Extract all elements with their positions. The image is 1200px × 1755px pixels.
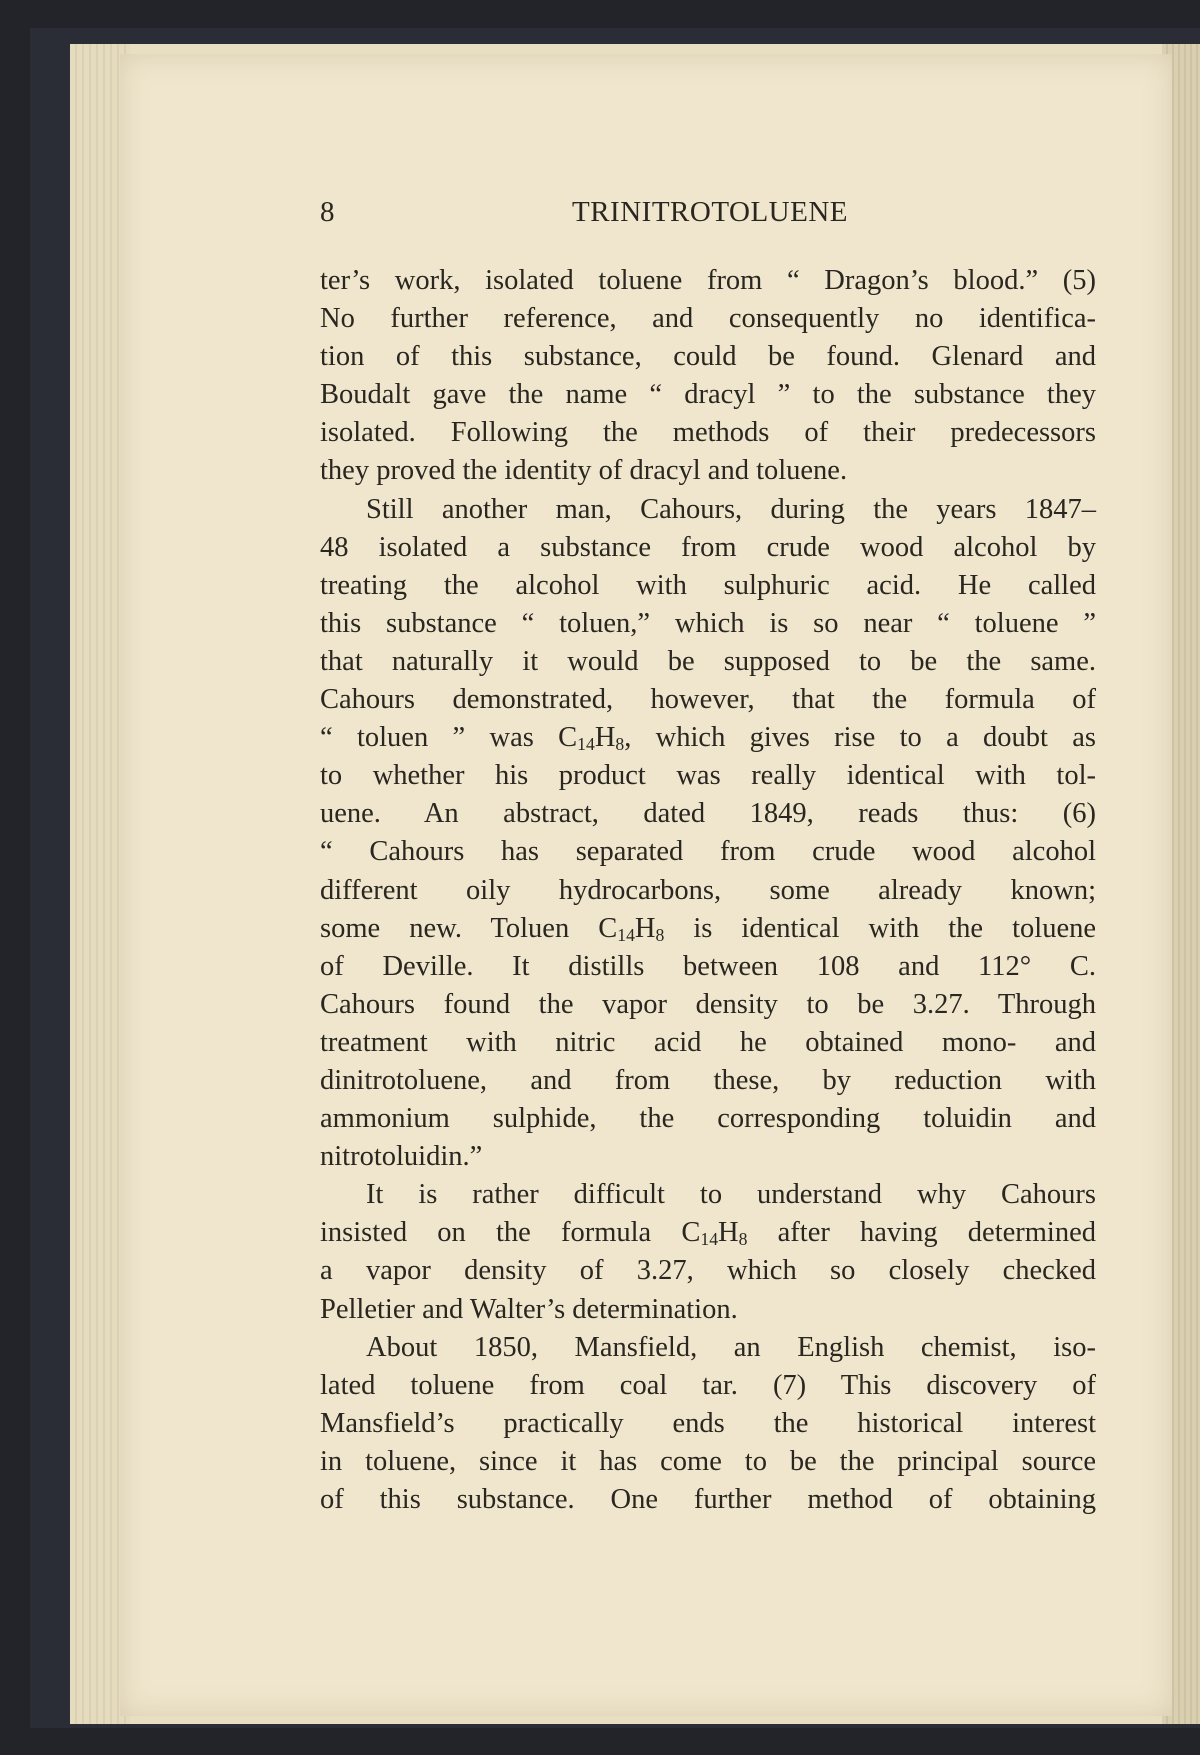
- page-number: 8: [320, 196, 335, 228]
- text-line: 48 isolated a substance from crude wood alcohol by: [320, 531, 1096, 563]
- text-line: lated toluene from coal tar. (7) This discovery of: [320, 1369, 1096, 1401]
- text-segment: , which gives rise to a doubt as: [624, 722, 1097, 754]
- text-segment: is identical with the toluene: [693, 912, 1096, 944]
- text-line: [320, 1214, 1096, 1252]
- paragraph: [320, 1329, 1096, 1519]
- text-line: No further reference, and consequently no identifica-: [320, 303, 1096, 335]
- text-line: ammonium sulphide, the corresponding toluidin and: [320, 1103, 1096, 1135]
- paragraph: [320, 262, 1096, 491]
- text-line: of Deville. It distills between 108 and 112° C.: [320, 950, 1096, 982]
- paragraph: [320, 491, 1096, 1177]
- text-segment: insisted on the formula: [320, 1217, 652, 1249]
- text-line: [320, 719, 1096, 757]
- text-line: of this substance. One further method of obtaining: [320, 1484, 1096, 1515]
- text-line: Boudalt gave the name “ dracyl ” to the substance they: [320, 379, 1096, 411]
- text-line: It is rather difficult to understand why Cahours: [366, 1179, 1096, 1211]
- text-line: Mansfield’s practically ends the historical interest: [320, 1407, 1096, 1439]
- page-header: [320, 196, 1100, 236]
- text-line: isolated. Following the methods of their predecessors: [320, 417, 1096, 449]
- running-title: TRINITROTOLUENE: [572, 196, 848, 228]
- text-line: Pelletier and Walter’s determination.: [320, 1293, 738, 1325]
- text-segment: “ toluen ” was: [320, 722, 534, 754]
- chemical-formula: $C_{14}H_8$: [598, 912, 665, 945]
- text-line: they proved the identity of dracyl and toluene.: [320, 455, 848, 487]
- text-line: Cahours found the vapor density to be 3.27. Through: [320, 988, 1096, 1020]
- text-line: nitrotoluidin.”: [320, 1141, 483, 1173]
- text-line: treating the alcohol with sulphuric acid. He called: [320, 569, 1096, 601]
- text-line: About 1850, Mansfield, an English chemist, iso-: [366, 1331, 1096, 1363]
- text-line: in toluene, since it has come to be the principal source: [320, 1445, 1096, 1477]
- text-line: ter’s work, isolated toluene from “ Dragon’s blood.” (5): [320, 265, 1096, 296]
- text-line: different oily hydrocarbons, some already known;: [320, 874, 1096, 906]
- text-segment: some new. Toluen: [320, 912, 570, 944]
- text-line: Still another man, Cahours, during the years 1847–: [366, 493, 1096, 525]
- text-line: tion of this substance, could be found. Glenard and: [320, 341, 1096, 373]
- paragraph: [320, 1176, 1096, 1328]
- text-line: treatment with nitric acid he obtained mono- and: [320, 1026, 1096, 1058]
- text-line: Cahours demonstrated, however, that the formula of: [320, 684, 1096, 716]
- text-line: uene. An abstract, dated 1849, reads thus: (6): [320, 798, 1096, 830]
- text-line: “ Cahours has separated from crude wood alcohol: [320, 836, 1096, 868]
- text-line: dinitrotoluene, and from these, by reduction with: [320, 1064, 1096, 1096]
- chemical-formula: $C_{14}H_8$: [681, 1217, 748, 1250]
- text-line: [320, 910, 1096, 948]
- text-line: a vapor density of 3.27, which so closely checked: [320, 1255, 1096, 1287]
- chemical-formula: $C_{14}H_8$: [558, 722, 625, 754]
- body-text: [320, 262, 1096, 1519]
- text-line: this substance “ toluen,” which is so near “ toluene ”: [320, 607, 1096, 639]
- text-segment: after having determined: [777, 1217, 1096, 1249]
- text-line: to whether his product was really identical with tol-: [320, 760, 1096, 792]
- text-line: that naturally it would be supposed to be the same.: [320, 645, 1096, 677]
